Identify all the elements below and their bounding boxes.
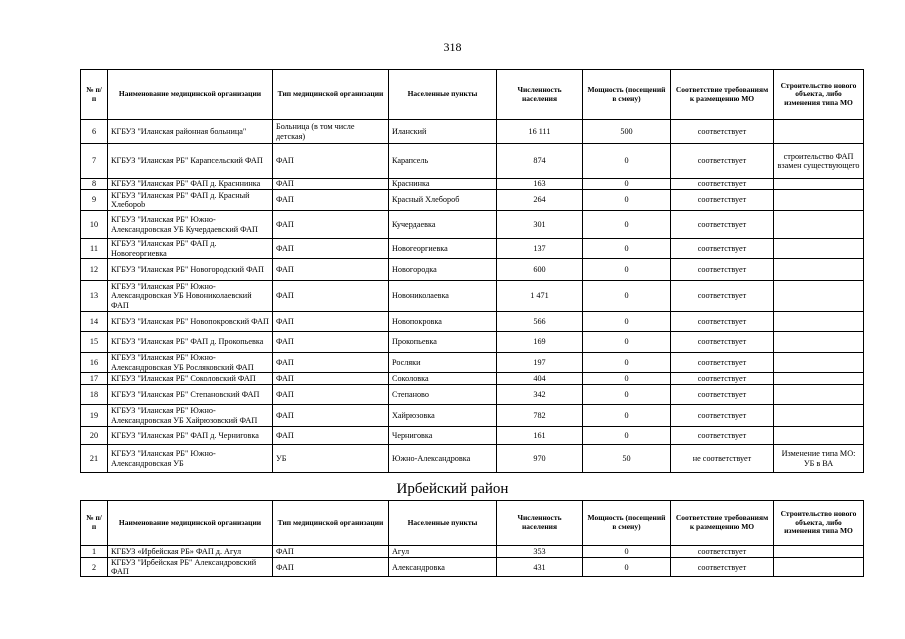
table-row: [81, 179, 864, 190]
cell-type: ФАП: [273, 385, 389, 405]
cell-name: КГБУЗ «Ирбейская РБ» ФАП д. Агул: [108, 546, 273, 558]
cell-name: КГБУЗ "Иланская РБ" Южно-Александровская УБ Новониколаевский ФАП: [108, 281, 273, 312]
cell-locality: Красный Хлебороб: [389, 190, 497, 211]
cell-name: КГБУЗ "Ирбейская РБ" Александровский ФАП: [108, 558, 273, 577]
cell-num: 11: [81, 239, 108, 259]
cell-compliance: соответствует: [671, 179, 774, 190]
cell-construction: [774, 179, 864, 190]
cell-locality: Новопокровка: [389, 312, 497, 332]
cell-compliance: соответствует: [671, 239, 774, 259]
cell-locality: Южно-Александровка: [389, 445, 497, 473]
cell-num: 18: [81, 385, 108, 405]
cell-compliance: соответствует: [671, 259, 774, 281]
cell-locality: Новониколаевка: [389, 281, 497, 312]
header-type: Тип медицинской организации: [273, 501, 389, 546]
header-population: Численность населения: [497, 70, 583, 120]
cell-population: 782: [497, 405, 583, 427]
cell-type: ФАП: [273, 312, 389, 332]
cell-name: КГБУЗ "Иланская РБ" ФАП д. Новогеоргиевка: [108, 239, 273, 259]
cell-population: 970: [497, 445, 583, 473]
cell-type: ФАП: [273, 332, 389, 353]
cell-locality: Прокопьевка: [389, 332, 497, 353]
cell-num: 19: [81, 405, 108, 427]
cell-construction: [774, 558, 864, 577]
header-name: Наименование медицинской организации: [108, 70, 273, 120]
cell-compliance: соответствует: [671, 281, 774, 312]
cell-num: 8: [81, 179, 108, 190]
header-capacity: Мощность (посещений в смену): [583, 70, 671, 120]
page-number: 318: [443, 40, 462, 54]
cell-construction: [774, 546, 864, 558]
table-row: [81, 353, 864, 373]
cell-capacity: 500: [583, 120, 671, 144]
cell-num: 17: [81, 373, 108, 385]
table-row: [81, 405, 864, 427]
header-compliance: Соответствие требованиям к размещению МО: [671, 501, 774, 546]
cell-capacity: 0: [583, 558, 671, 577]
cell-locality: Иланский: [389, 120, 497, 144]
cell-construction: строительство ФАП взамен существующего: [774, 144, 864, 179]
cell-num: 7: [81, 144, 108, 179]
table-row: [81, 332, 864, 353]
cell-num: 12: [81, 259, 108, 281]
cell-capacity: 0: [583, 239, 671, 259]
cell-num: 14: [81, 312, 108, 332]
cell-name: КГБУЗ "Иланская районная больница": [108, 120, 273, 144]
cell-locality: Степаново: [389, 385, 497, 405]
table-row: [81, 120, 864, 144]
cell-capacity: 0: [583, 373, 671, 385]
cell-construction: [774, 385, 864, 405]
table-row: [81, 144, 864, 179]
cell-construction: [774, 281, 864, 312]
cell-type: ФАП: [273, 239, 389, 259]
cell-num: 21: [81, 445, 108, 473]
table-row: [81, 259, 864, 281]
header-row: [81, 501, 864, 546]
cell-type: ФАП: [273, 190, 389, 211]
cell-type: ФАП: [273, 144, 389, 179]
table-row: [81, 312, 864, 332]
cell-type: ФАП: [273, 558, 389, 577]
cell-locality: Кучердаевка: [389, 211, 497, 239]
table-row: [81, 211, 864, 239]
section-title-irbeysky: Ирбейский район: [396, 481, 509, 497]
cell-construction: [774, 120, 864, 144]
table-row: [81, 281, 864, 312]
table-irbeysky: [80, 500, 864, 577]
cell-capacity: 0: [583, 144, 671, 179]
cell-population: 197: [497, 353, 583, 373]
cell-type: ФАП: [273, 281, 389, 312]
cell-population: 431: [497, 558, 583, 577]
cell-num: 15: [81, 332, 108, 353]
cell-name: КГБУЗ "Иланская РБ" Новопокровский ФАП: [108, 312, 273, 332]
cell-capacity: 0: [583, 405, 671, 427]
cell-capacity: 0: [583, 259, 671, 281]
cell-name: КГБУЗ "Иланская РБ" Южно-Александровская УБ: [108, 445, 273, 473]
cell-num: 1: [81, 546, 108, 558]
cell-capacity: 0: [583, 353, 671, 373]
cell-type: ФАП: [273, 259, 389, 281]
header-locality: Населенные пункты: [389, 70, 497, 120]
cell-name: КГБУЗ "Иланская РБ" Степановский ФАП: [108, 385, 273, 405]
cell-capacity: 0: [583, 427, 671, 445]
header-construction: Строительство нового объекта, либо изменения типа МО: [774, 70, 864, 120]
cell-population: 301: [497, 211, 583, 239]
cell-locality: Александровка: [389, 558, 497, 577]
cell-capacity: 0: [583, 385, 671, 405]
table-row: [81, 427, 864, 445]
cell-locality: Хайрюзовка: [389, 405, 497, 427]
cell-construction: [774, 427, 864, 445]
cell-capacity: 0: [583, 179, 671, 190]
header-name: Наименование медицинской организации: [108, 501, 273, 546]
cell-construction: [774, 239, 864, 259]
cell-num: 20: [81, 427, 108, 445]
cell-capacity: 0: [583, 332, 671, 353]
cell-type: ФАП: [273, 405, 389, 427]
cell-population: 264: [497, 190, 583, 211]
cell-compliance: соответствует: [671, 405, 774, 427]
cell-name: КГБУЗ "Иланская РБ" ФАП д. Прокопьевка: [108, 332, 273, 353]
cell-num: 16: [81, 353, 108, 373]
cell-construction: [774, 332, 864, 353]
cell-construction: [774, 190, 864, 211]
cell-compliance: соответствует: [671, 332, 774, 353]
cell-locality: Новогеоргиевка: [389, 239, 497, 259]
cell-population: 169: [497, 332, 583, 353]
cell-name: КГБУЗ "Иланская РБ" Южно-Александровская УБ Хайрюзовский ФАП: [108, 405, 273, 427]
cell-construction: [774, 353, 864, 373]
cell-construction: [774, 373, 864, 385]
cell-type: ФАП: [273, 211, 389, 239]
cell-num: 2: [81, 558, 108, 577]
cell-compliance: соответствует: [671, 312, 774, 332]
cell-population: 566: [497, 312, 583, 332]
header-compliance: Соответствие требованиям к размещению МО: [671, 70, 774, 120]
cell-population: 353: [497, 546, 583, 558]
cell-population: 16 111: [497, 120, 583, 144]
cell-population: 161: [497, 427, 583, 445]
table-row: [81, 373, 864, 385]
cell-locality: Росляки: [389, 353, 497, 373]
cell-name: КГБУЗ "Иланская РБ" Карапсельский ФАП: [108, 144, 273, 179]
cell-name: КГБУЗ "Иланская РБ" ФАП д. Красный Хлеборob: [108, 190, 273, 211]
cell-locality: Карапсель: [389, 144, 497, 179]
cell-compliance: соответствует: [671, 353, 774, 373]
cell-locality: Соколовка: [389, 373, 497, 385]
cell-num: 6: [81, 120, 108, 144]
cell-population: 163: [497, 179, 583, 190]
cell-compliance: соответствует: [671, 190, 774, 211]
cell-compliance: соответствует: [671, 385, 774, 405]
cell-population: 342: [497, 385, 583, 405]
cell-name: КГБУЗ "Иланская РБ" Новогородский ФАП: [108, 259, 273, 281]
table-row: [81, 546, 864, 558]
cell-compliance: соответствует: [671, 211, 774, 239]
cell-construction: [774, 259, 864, 281]
cell-compliance: не соответствует: [671, 445, 774, 473]
cell-type: ФАП: [273, 373, 389, 385]
cell-population: 404: [497, 373, 583, 385]
cell-construction: [774, 211, 864, 239]
cell-compliance: соответствует: [671, 120, 774, 144]
cell-type: ФАП: [273, 546, 389, 558]
table-row: [81, 239, 864, 259]
cell-type: УБ: [273, 445, 389, 473]
cell-capacity: 0: [583, 190, 671, 211]
cell-type: ФАП: [273, 427, 389, 445]
cell-capacity: 0: [583, 281, 671, 312]
cell-compliance: соответствует: [671, 546, 774, 558]
cell-name: КГБУЗ "Иланская РБ" ФАП д. Черниговка: [108, 427, 273, 445]
cell-capacity: 50: [583, 445, 671, 473]
header-capacity: Мощность (посещений в смену): [583, 501, 671, 546]
header-construction: Строительство нового объекта, либо изменения типа МО: [774, 501, 864, 546]
cell-name: КГБУЗ "Иланская РБ" ФАП д. Красннинка: [108, 179, 273, 190]
cell-capacity: 0: [583, 211, 671, 239]
cell-name: КГБУЗ "Иланская РБ" Южно-Александровская УБ Росляковский ФАП: [108, 353, 273, 373]
cell-locality: Агул: [389, 546, 497, 558]
cell-compliance: соответствует: [671, 427, 774, 445]
table-row: [81, 558, 864, 577]
header-row: [81, 70, 864, 120]
cell-num: 13: [81, 281, 108, 312]
cell-population: 874: [497, 144, 583, 179]
cell-locality: Краснинка: [389, 179, 497, 190]
cell-compliance: соответствует: [671, 373, 774, 385]
header-num: № п/п: [81, 70, 108, 120]
cell-construction: Изменение типа МО: УБ в ВА: [774, 445, 864, 473]
cell-construction: [774, 312, 864, 332]
cell-type: ФАП: [273, 179, 389, 190]
table-row: [81, 385, 864, 405]
header-num: № п/п: [81, 501, 108, 546]
cell-population: 600: [497, 259, 583, 281]
table-row: [81, 445, 864, 473]
table-ilansky: [80, 69, 864, 473]
cell-construction: [774, 405, 864, 427]
cell-type: Больница (в том числе детская): [273, 120, 389, 144]
table-row: [81, 190, 864, 211]
header-locality: Населенные пункты: [389, 501, 497, 546]
cell-capacity: 0: [583, 546, 671, 558]
cell-locality: Черниговка: [389, 427, 497, 445]
cell-num: 9: [81, 190, 108, 211]
cell-population: 137: [497, 239, 583, 259]
cell-compliance: соответствует: [671, 558, 774, 577]
header-type: Тип медицинской организации: [273, 70, 389, 120]
cell-population: 1 471: [497, 281, 583, 312]
cell-locality: Новогородка: [389, 259, 497, 281]
cell-name: КГБУЗ "Иланская РБ" Соколовский ФАП: [108, 373, 273, 385]
cell-compliance: соответствует: [671, 144, 774, 179]
cell-name: КГБУЗ "Иланская РБ" Южно-Александровская УБ Кучердаевский ФАП: [108, 211, 273, 239]
cell-num: 10: [81, 211, 108, 239]
header-population: Численность населения: [497, 501, 583, 546]
cell-type: ФАП: [273, 353, 389, 373]
cell-capacity: 0: [583, 312, 671, 332]
